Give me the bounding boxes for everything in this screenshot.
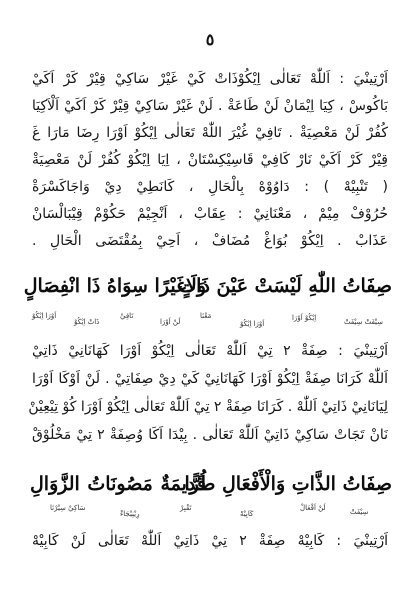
interlinear-gloss: ذَاتْ اِيْكُوْ	[74, 318, 100, 326]
text-line: نَانْ تَجَاتْ سَاكِيْ ذَاتِيْ اَللّٰهْ تَعَالٰى . بِيْدَا اَكَا وُصِفَةْ ٢ تِيْ مَخْلُوْقْ	[32, 427, 389, 443]
text-line: اَرْتِينْيَ : اَللّٰهْ تَعَالٰى اِيْكُوْذَاتْ كَيْ غَيْرْ سَاكِيْ قِيْرْ كَرْ اَكَيْ	[32, 71, 388, 87]
interlinear-gloss: سِيْفَتْ	[350, 508, 369, 516]
text-line: حُرُوْفْ مِيْمْ ، مَعْنَانِيْ : عِقَابْ ، اَنْجِيْمْ حَكُوْمْ قِيْبَالْسَانْ	[32, 206, 388, 222]
interlinear-gloss: مَعْنَا	[200, 312, 212, 320]
verse-hemistich-right: صِفَاتُ الذَّاتِ وَالْأَفْعَالِ طُرًّا	[184, 473, 392, 495]
interlinear-gloss: رِيْنِيْجَاءْ	[120, 510, 140, 518]
page-number: ٥	[205, 30, 215, 49]
interlinear-gloss: تَاقِيْ	[120, 312, 134, 320]
interlinear-gloss: تَقْبِرْ	[180, 504, 192, 512]
text-line: بَاكُوسْ ، كِيَا اِيْمَانْ لَنْ طَاعَةْ . لَنْ غَيْرْ سَاكِيْ قِيْرْ كَرْ اَكَيْ اَلْاَكِيَا	[32, 98, 388, 114]
verse-hemistich-left: قَدِيمَةٌ مَصُونَاتُ الزَّوَالِ	[30, 473, 206, 495]
text-line: ( تَنْبِيْهْ ) : دَاوُوْهْ بِالْحَالِ ، كَانَطِيْ دِيْ وَاجَاكَسْرَةْ	[32, 179, 388, 195]
interlinear-gloss: اِيْكُوْ اَوْرَا	[292, 314, 317, 322]
interlinear-gloss: اَوْرَا اِيْكُوْ	[32, 312, 57, 320]
interlinear-gloss: لَنْ اَفْعَالْ	[300, 504, 326, 512]
interlinear-gloss: كَابِيْهْ	[240, 510, 254, 518]
text-line: اَرْتِينْيَ : صِفَةْ ٢ تِيْ اَللّٰهْ تَعَالٰى اِيْكُوْ اَوْرَا كَهَانَانِيْ ذَاتِيْ	[32, 343, 388, 359]
text-line: قِيْرْ كَرْ اَكَيْ نَارْ كَافِيْ قَاسِيْكِسْتَانْ ، اِيَا اِيْكُوْ كُفُرْ لَنْ مَعْصِيَةْ	[32, 152, 388, 168]
verse-hemistich-right: صِفَاتُ اللّٰهِ لَيْسَتْ عَيْنَ ذَاتٍ	[178, 275, 392, 297]
verse-hemistich-left: وَلَاغَيْرًا سِوَاهُ ذَا انْفِصَالٍ	[23, 275, 206, 297]
text-line: اَرْتِينْيَ : كَابِيْهْ صِفَةْ ٢ تِيْ ذَاتِيْ اَللّٰهْ تَعَالٰى لَنْ كَابِيْهْ	[32, 533, 388, 549]
text-line: عَذَابْ . اِيْكُوْ بُوَاغْ مُضَافْ ، اَحِيْ بِمُقْتَضَى الْحَالِ .	[32, 233, 388, 249]
interlinear-gloss: لَنْ اَوْرَا	[160, 318, 181, 326]
interlinear-gloss: سِيْفَتْ سِيْفَتْ	[344, 318, 384, 326]
interlinear-gloss: اَوْرَا اِيْكُوْ	[240, 320, 265, 328]
interlinear-gloss: سَاكِيْ سِيْرْنَا	[50, 504, 86, 512]
text-line: اَللّٰهْ كَرَانَا صِفَةْ اِيْكُوْ اَوْرَا كَهَانَانِيْ كَيْ دِيْ صِفَاتِيْ . لَنْ اَوْكَا اَوْرَا	[32, 371, 388, 387]
text-line: لِيَانَانِيْ ذَاتِيْ اَللّٰهْ . كَرَانَا صِفَةْ ٢ تِيْ اَللّٰهْ تَعَالٰى اِيْكُوْ اَوْرَا كُوْ تِيْعِيْنْ	[28, 399, 388, 415]
text-line: كُفُرْ لَنْ مَعْصِيَةْ . تَافِيْ غُيْرَ اللّٰهْ تَعَالٰى اِيْكُوْ اَوْرَا رِضَا مَارَا غَ	[32, 125, 388, 141]
